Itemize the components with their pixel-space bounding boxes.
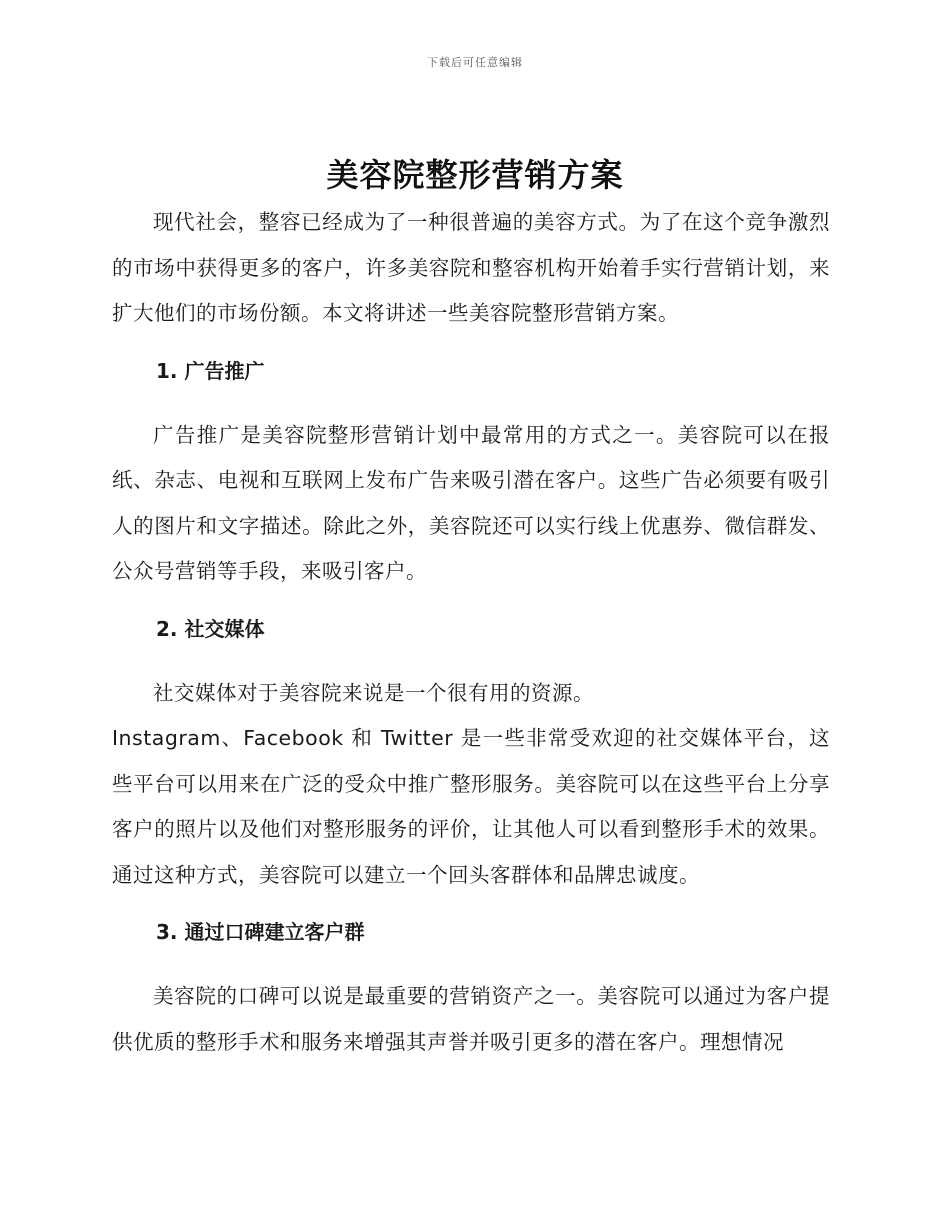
- section-heading-social-media: 2. 社交媒体: [156, 616, 265, 641]
- section-paragraph-social-media-detail: Instagram、Facebook 和 Twitter 是一些非常受欢迎的社交媒体平台，这些平台可以用来在广泛的受众中推广整形服务。美容院可以在这些平台上分享客户的照片以及他们对整形服务的评价，让其他人可以看到整形手术的效果。通过这种方式，美容院可以建立一个回头客群体和品牌忠诚度。: [112, 726, 830, 887]
- section-paragraph-advertising: 广告推广是美容院整形营销计划中最常用的方式之一。美容院可以在报纸、杂志、电视和互联网上发布广告来吸引潜在客户。这些广告必须要有吸引人的图片和文字描述。除此之外，美容院还可以实行线上优惠券、微信群发、公众号营销等手段，来吸引客户。: [112, 422, 830, 583]
- section-heading-word-of-mouth: 3. 通过口碑建立客户群: [156, 920, 365, 944]
- document-body: [112, 200, 830, 1065]
- header-note: 下载后可任意编辑: [427, 56, 523, 69]
- section-paragraph-word-of-mouth: 美容院的口碑可以说是最重要的营销资产之一。美容院可以通过为客户提供优质的整形手术和服务来增强其声誉并吸引更多的潜在客户。理想情况: [112, 984, 830, 1054]
- section-paragraph-social-media-intro: 社交媒体对于美容院来说是一个很有用的资源。: [153, 680, 594, 705]
- document-title: 美容院整形营销方案: [326, 156, 624, 194]
- section-heading-advertising: 1. 广告推广: [156, 358, 265, 383]
- intro-paragraph: 现代社会，整容已经成为了一种很普遍的美容方式。为了在这个竞争激烈的市场中获得更多的客户，许多美容院和整容机构开始着手实行营销计划，来扩大他们的市场份额。本文将讲述一些美容院整形营销方案。: [112, 210, 830, 325]
